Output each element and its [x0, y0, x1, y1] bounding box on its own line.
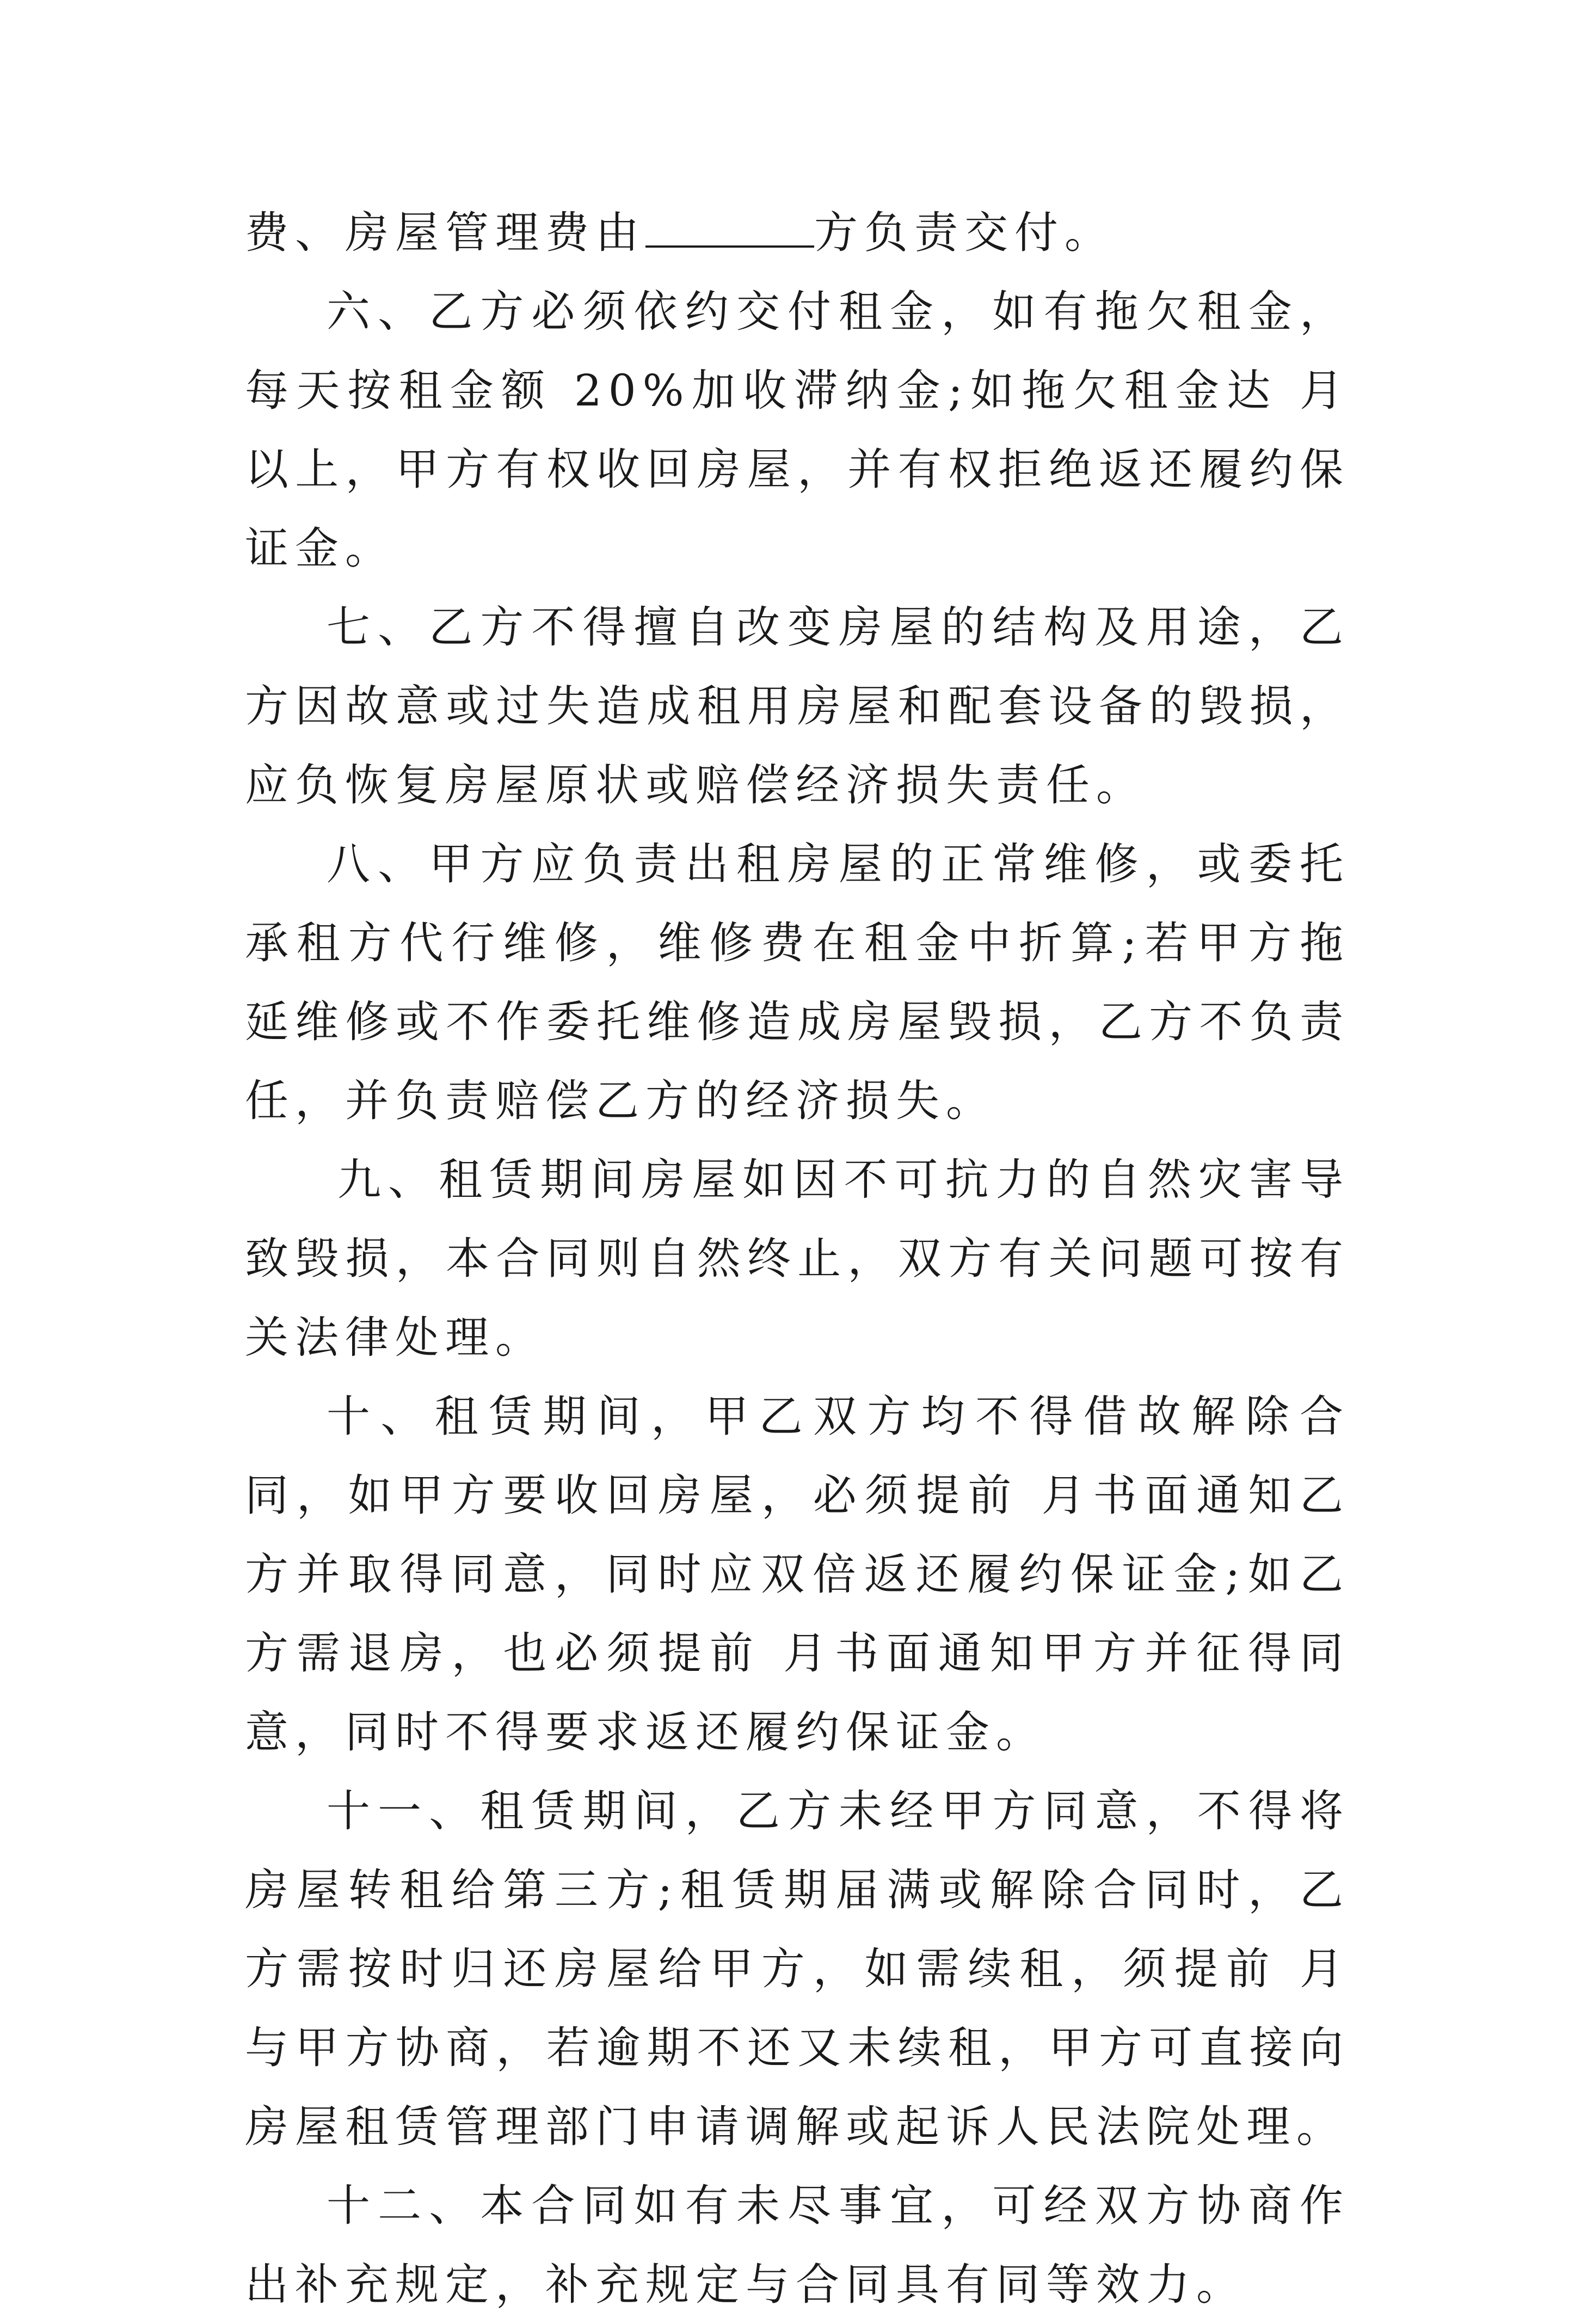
paragraph-11: 十一、租赁期间，乙方未经甲方同意，不得将房屋转租给第三方;租赁期届满或解除合同时，乙方需按时归还房屋给甲方，如需续租，须提前 月与甲方协商，若逾期不还又未续租，甲方可直接向房屋租赁管理部门申请调解或起诉人民法院处理。	[245, 1786, 1350, 2152]
paragraph-7: 七、乙方不得擅自改变房屋的结构及用途，乙方因故意或过失造成租用房屋和配套设备的毁损，应负恢复房屋原状或赔偿经济损失责任。	[245, 602, 1350, 810]
paragraph-6: 六、乙方必须依约交付租金，如有拖欠租金，每天按租金额 20%加收滞纳金;如拖欠租金达 月以上，甲方有权收回房屋，并有权拒绝返还履约保证金。	[245, 286, 1350, 574]
contract-body	[245, 193, 1350, 2324]
paragraph-5-continuation	[245, 193, 1350, 272]
paragraph-9: 九、租赁期间房屋如因不可抗力的自然灾害导致毁损，本合同则自然终止，双方有关问题可按有关法律处理。	[245, 1154, 1350, 1363]
paragraph-10: 十、租赁期间，甲乙双方均不得借故解除合同，如甲方要收回房屋，必须提前 月书面通知乙方并取得同意，同时应双倍返还履约保证金;如乙方需退房，也必须提前 月书面通知甲方并征得同意，同时不得要求返还履约保证金。	[245, 1391, 1350, 1757]
fill-in-blank-underline	[645, 206, 814, 248]
paragraph-5-text-a: 费、房屋管理费由	[245, 207, 645, 258]
paragraph-12: 十二、本合同如有未尽事宜，可经双方协商作出补充规定，补充规定与合同具有同等效力。	[245, 2180, 1350, 2310]
paragraph-8: 八、甲方应负责出租房屋的正常维修，或委托承租方代行维修，维修费在租金中折算;若甲方拖延维修或不作委托维修造成房屋毁损，乙方不负责任，并负责赔偿乙方的经济损失。	[245, 839, 1350, 1126]
paragraph-5-text-b: 方负责交付。	[814, 207, 1115, 258]
